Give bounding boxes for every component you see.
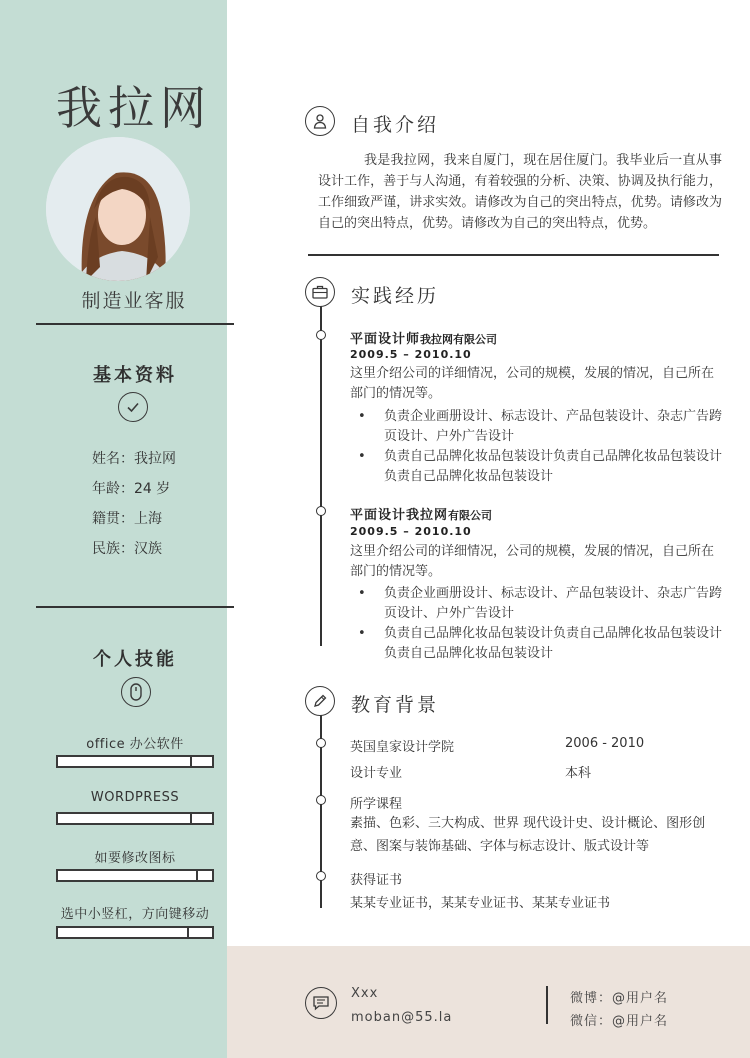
wechat-handle: 微信：@用户名	[570, 1014, 669, 1029]
skill-bar-fill	[58, 928, 189, 937]
skill-bar	[56, 755, 214, 768]
skill-bar	[56, 926, 214, 939]
skill-label: WORDPRESS	[90, 790, 180, 805]
divider	[546, 986, 548, 1024]
contact-email[interactable]: moban@55.la	[351, 1010, 453, 1025]
divider	[36, 323, 234, 325]
contact-name: Xxx	[351, 986, 379, 1001]
certificates-text: 某某专业证书，某某专业证书、某某专业证书	[350, 896, 611, 911]
education-title: 教育背景	[351, 694, 440, 716]
skill-bar	[56, 812, 214, 825]
job-company: 有限公司	[448, 509, 493, 522]
skill-bar-fill	[58, 814, 192, 823]
skill-bar	[56, 869, 214, 882]
briefcase-icon	[305, 277, 335, 307]
job-title	[350, 328, 497, 347]
list-item: • 负责自己品牌化妆品包装设计负责自己品牌化妆品包装设计负责自己品牌化妆品包装设计	[350, 624, 722, 664]
timeline-dot	[316, 738, 326, 748]
skill-bar-fill	[58, 871, 198, 880]
skills-heading: 个人技能	[93, 649, 177, 670]
divider	[36, 606, 234, 608]
info-name: 姓名：我拉网	[92, 451, 176, 467]
person-icon	[305, 106, 335, 136]
timeline-dot	[316, 330, 326, 340]
message-icon	[305, 987, 337, 1019]
job-position: 平面设计我拉网	[350, 508, 449, 523]
mouse-icon	[121, 677, 151, 707]
basic-info-heading: 基本资料	[93, 365, 177, 386]
job-position: 平面设计师	[350, 332, 421, 347]
courses-label: 所学课程	[350, 797, 403, 812]
candidate-name: 我拉网	[56, 81, 212, 135]
timeline-dot	[316, 506, 326, 516]
list-item: • 负责企业画册设计、标志设计、产品包装设计、杂志广告跨页设计、户外广告设计	[350, 584, 722, 624]
footer	[227, 946, 750, 1058]
skill-bar-fill	[58, 757, 192, 766]
experience-title: 实践经历	[351, 285, 440, 307]
info-ethnicity: 民族：汉族	[92, 541, 162, 557]
courses-text: 素描、色彩、三大构成、世界 现代设计史、设计概论、图形创意、图案与装饰基础、字体与标志设计、版式设计等	[350, 816, 706, 854]
timeline-line	[320, 306, 322, 646]
degree: 本科	[565, 766, 592, 781]
pen-icon	[305, 686, 335, 716]
timeline-dot	[316, 795, 326, 805]
divider	[308, 254, 719, 256]
job-duties	[350, 407, 722, 487]
job-date: 2009.5 – 2010.10	[350, 525, 472, 538]
school-name: 英国皇家设计学院	[350, 740, 455, 755]
skill-label: 选中小竖杠，方向键移动	[60, 907, 210, 922]
skill-label: office 办公软件	[86, 737, 184, 752]
weibo-handle: 微博：@用户名	[570, 991, 669, 1006]
job-duties	[350, 584, 722, 664]
timeline-dot	[316, 871, 326, 881]
check-icon	[118, 392, 148, 422]
job-description: 这里介绍公司的详细情况，公司的规模，发展的情况，自己所在部门的情况等。	[350, 366, 715, 401]
job-title	[350, 504, 492, 523]
skill-label: 如要修改图标	[94, 851, 176, 866]
avatar	[46, 137, 190, 281]
intro-text: 我是我拉网，我来自厦门，现在居住厦门。我毕业后一直从事设计工作，善于与人沟通，有着较强的分析、决策、协调及执行能力，工作细致严谨，讲求实效。请修改为自己的突出特点，优势。请修改为自己的突出特点，优势。请修改为自己的突出特点，优势。	[318, 153, 722, 231]
info-hometown: 籍贯：上海	[92, 511, 162, 527]
job-date: 2009.5 – 2010.10	[350, 348, 472, 361]
job-description: 这里介绍公司的详细情况，公司的规模，发展的情况，自己所在部门的情况等。	[350, 544, 715, 579]
certificates-label: 获得证书	[350, 873, 403, 888]
info-age: 年龄：24 岁	[92, 481, 171, 497]
intro-title: 自我介绍	[351, 114, 440, 136]
list-item: • 负责自己品牌化妆品包装设计负责自己品牌化妆品包装设计负责自己品牌化妆品包装设计	[350, 447, 722, 487]
job-role: 制造业客服	[81, 290, 187, 312]
major: 设计专业	[350, 766, 403, 781]
study-period: 2006 - 2010	[565, 736, 645, 751]
job-company: 我拉网有限公司	[420, 333, 498, 346]
list-item: • 负责企业画册设计、标志设计、产品包装设计、杂志广告跨页设计、户外广告设计	[350, 407, 722, 447]
